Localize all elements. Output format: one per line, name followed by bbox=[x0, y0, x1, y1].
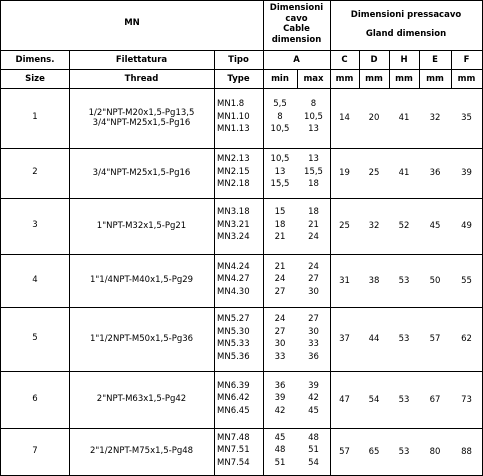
dimension-cell: 20 bbox=[368, 113, 380, 123]
cable-min-cell: 42 bbox=[274, 405, 286, 416]
cable-max-cell: 36 bbox=[308, 351, 319, 362]
type-cell: MN1.8 bbox=[217, 99, 245, 110]
dimension-cell: 67 bbox=[429, 394, 441, 405]
d-header: D bbox=[370, 55, 378, 65]
dimension-cell: 37 bbox=[339, 334, 350, 344]
grid-line bbox=[1, 69, 482, 70]
size-cell: 1 bbox=[32, 112, 38, 122]
dimension-cell: 25 bbox=[339, 221, 350, 231]
dimension-cell: 52 bbox=[398, 221, 410, 231]
type-cell: MN6.45 bbox=[217, 405, 250, 416]
cable-max-cell: 39 bbox=[308, 380, 319, 391]
cable-min-cell: 33 bbox=[274, 351, 286, 362]
type-cell: MN2.13 bbox=[217, 154, 250, 165]
cable-min-cell: 39 bbox=[274, 393, 286, 404]
grid-line bbox=[1, 88, 482, 89]
thread-cell: 1/2"NPT-M20x1,5-Pg13,5 bbox=[88, 107, 195, 118]
type-cell: MN3.24 bbox=[217, 232, 250, 243]
dimension-cell: 41 bbox=[398, 113, 410, 123]
gland-dimension-header-it: Dimensioni pressacavo bbox=[350, 10, 462, 20]
grid-line bbox=[1, 254, 482, 255]
cable-min-cell: 10,5 bbox=[270, 124, 290, 135]
cable-min-cell: 48 bbox=[274, 445, 286, 456]
mm-header: mm bbox=[335, 74, 354, 84]
thread-cell: 2"NPT-M63x1,5-Pg42 bbox=[96, 394, 187, 405]
dimension-cell: 50 bbox=[429, 275, 441, 286]
cable-min-cell: 15 bbox=[274, 207, 286, 218]
size-cell: 6 bbox=[32, 393, 38, 404]
thread-cell: 3/4"NPT-M25x1,5-Pg16 bbox=[92, 118, 191, 128]
type-cell: MN4.27 bbox=[217, 274, 250, 285]
type-cell: MN7.48 bbox=[217, 432, 250, 443]
type-cell: MN5.30 bbox=[217, 326, 250, 337]
c-header: C bbox=[341, 55, 348, 65]
dimension-cell: 73 bbox=[461, 394, 472, 405]
cable-min-cell: 5,5 bbox=[273, 99, 287, 110]
cable-min-cell: 21 bbox=[274, 232, 286, 243]
cable-max-cell: 13 bbox=[308, 154, 319, 165]
type-cell: MN3.21 bbox=[217, 219, 250, 230]
mn-header: MN bbox=[124, 18, 140, 28]
type-cell: MN5.36 bbox=[217, 351, 250, 362]
dimension-cell: 53 bbox=[398, 446, 410, 457]
type-cell: MN6.39 bbox=[217, 380, 250, 391]
cable-max-cell: 8 bbox=[310, 99, 317, 110]
min-header: min bbox=[271, 74, 289, 84]
dimension-cell: 47 bbox=[339, 394, 350, 405]
cable-max-cell: 54 bbox=[308, 457, 319, 468]
dimension-cell: 62 bbox=[461, 334, 472, 344]
grid-line bbox=[1, 428, 482, 429]
cable-min-cell: 45 bbox=[274, 432, 286, 443]
cable-max-cell: 24 bbox=[308, 261, 319, 272]
cable-min-cell: 30 bbox=[274, 339, 286, 349]
grid-line bbox=[1, 148, 482, 149]
cable-max-cell: 24 bbox=[308, 232, 319, 243]
dimension-cell: 45 bbox=[429, 221, 441, 231]
dimension-cell: 32 bbox=[368, 221, 380, 231]
dimension-cell: 31 bbox=[339, 275, 350, 286]
cable-min-cell: 18 bbox=[274, 219, 286, 230]
dimens-header: Dimens. bbox=[15, 55, 55, 65]
dimension-cell: 14 bbox=[339, 113, 350, 123]
type-cell: MN3.18 bbox=[217, 207, 250, 218]
cable-min-cell: 21 bbox=[274, 261, 286, 272]
gland-dimension-header-en: Gland dimension bbox=[365, 29, 447, 39]
dimension-cell: 57 bbox=[429, 334, 441, 344]
dimension-cell: 25 bbox=[368, 168, 380, 178]
type-cell: MN5.27 bbox=[217, 314, 250, 324]
cable-max-cell: 42 bbox=[308, 393, 319, 404]
thread-cell: 2"1/2NPT-M75x1,5-Pg48 bbox=[89, 446, 194, 457]
grid-line bbox=[1, 307, 482, 308]
dimension-cell: 44 bbox=[368, 334, 380, 344]
cable-max-cell: 18 bbox=[308, 179, 319, 190]
cable-dimension-line: Cable bbox=[283, 24, 310, 34]
cable-min-cell: 24 bbox=[274, 274, 286, 285]
thread-cell: 3/4"NPT-M25x1,5-Pg16 bbox=[92, 167, 191, 178]
cable-max-cell: 27 bbox=[308, 274, 319, 285]
size-cell: 5 bbox=[32, 333, 38, 343]
cable-max-cell: 27 bbox=[308, 314, 319, 324]
cable-dimension-header bbox=[263, 3, 330, 45]
grid-line bbox=[214, 50, 215, 475]
dimension-cell: 53 bbox=[398, 275, 410, 286]
dimension-cell: 65 bbox=[368, 446, 380, 457]
cable-max-cell: 51 bbox=[308, 445, 319, 456]
dimension-cell: 35 bbox=[461, 113, 472, 123]
cable-max-cell: 45 bbox=[308, 405, 319, 416]
thread-header: Thread bbox=[124, 74, 159, 84]
cable-max-cell: 48 bbox=[308, 432, 319, 443]
a-header: A bbox=[293, 55, 300, 65]
type-cell: MN7.51 bbox=[217, 445, 250, 456]
dimension-cell: 53 bbox=[398, 334, 410, 344]
type-header: Type bbox=[227, 74, 250, 84]
size-cell: 2 bbox=[32, 167, 38, 177]
grid-line bbox=[1, 198, 482, 199]
mm-header: mm bbox=[395, 74, 413, 84]
h-header: H bbox=[400, 55, 408, 65]
filettatura-header: Filettatura bbox=[115, 55, 168, 65]
e-header: E bbox=[432, 55, 438, 65]
cable-min-cell: 15,5 bbox=[270, 179, 290, 190]
dimension-cell: 49 bbox=[461, 221, 472, 231]
cable-max-cell: 15,5 bbox=[304, 166, 323, 177]
type-cell: MN6.42 bbox=[217, 393, 250, 404]
mm-header: mm bbox=[457, 74, 476, 84]
type-cell: MN4.24 bbox=[217, 261, 250, 272]
cable-min-cell: 24 bbox=[274, 314, 286, 324]
type-cell: MN4.30 bbox=[217, 286, 250, 297]
size-header: Size bbox=[25, 74, 45, 84]
grid-line bbox=[1, 50, 482, 51]
dimension-cell: 36 bbox=[429, 168, 441, 178]
dimension-cell: 88 bbox=[461, 446, 472, 457]
size-cell: 7 bbox=[32, 445, 38, 456]
dimension-cell: 39 bbox=[461, 168, 472, 178]
max-header: max bbox=[303, 74, 324, 84]
cable-min-cell: 8 bbox=[277, 111, 283, 122]
dimension-cell: 80 bbox=[429, 446, 441, 457]
cable-min-cell: 27 bbox=[274, 286, 286, 297]
dimension-cell: 19 bbox=[339, 168, 350, 178]
grid-line bbox=[1, 371, 482, 372]
cable-min-cell: 36 bbox=[274, 380, 286, 391]
cable-max-cell: 30 bbox=[308, 286, 319, 297]
tipo-header: Tipo bbox=[228, 55, 249, 65]
dimension-cell: 41 bbox=[398, 168, 410, 178]
type-cell: MN5.33 bbox=[217, 339, 250, 349]
cable-max-cell: 10,5 bbox=[304, 111, 323, 122]
type-cell: MN2.15 bbox=[217, 166, 250, 177]
type-cell: MN1.10 bbox=[217, 111, 250, 122]
type-cell: MN2.18 bbox=[217, 179, 250, 190]
size-cell: 3 bbox=[32, 220, 38, 230]
cable-max-cell: 30 bbox=[308, 326, 319, 337]
cable-max-cell: 33 bbox=[308, 339, 319, 349]
dimension-cell: 32 bbox=[429, 113, 441, 123]
cable-dimension-line: Dimensioni bbox=[269, 3, 324, 13]
mm-header: mm bbox=[426, 74, 444, 84]
thread-cell: 1"1/4NPT-M40x1,5-Pg29 bbox=[89, 275, 194, 286]
cable-dimension-line: cavo bbox=[285, 13, 308, 24]
cable-max-cell: 18 bbox=[308, 207, 319, 218]
cable-max-cell: 21 bbox=[308, 219, 319, 230]
cable-min-cell: 10,5 bbox=[270, 154, 290, 165]
cable-min-cell: 13 bbox=[274, 166, 286, 177]
type-cell: MN1.13 bbox=[217, 124, 250, 135]
thread-cell: 1"NPT-M32x1,5-Pg21 bbox=[96, 220, 187, 231]
dimension-cell: 53 bbox=[398, 394, 410, 405]
mm-header: mm bbox=[365, 74, 383, 84]
thread-cell: 1"1/2NPT-M50x1,5-Pg36 bbox=[89, 333, 194, 344]
cable-min-cell: 27 bbox=[274, 326, 286, 337]
cable-max-cell: 13 bbox=[308, 124, 319, 135]
f-header: F bbox=[463, 55, 470, 65]
cable-dimension-line: dimension bbox=[271, 34, 322, 45]
dimension-cell: 38 bbox=[368, 275, 380, 286]
dimension-cell: 54 bbox=[368, 394, 380, 405]
cable-min-cell: 51 bbox=[274, 457, 286, 468]
size-cell: 4 bbox=[32, 274, 38, 285]
dimension-cell: 55 bbox=[461, 275, 472, 286]
type-cell: MN7.54 bbox=[217, 457, 250, 468]
dimension-cell: 57 bbox=[339, 446, 350, 457]
